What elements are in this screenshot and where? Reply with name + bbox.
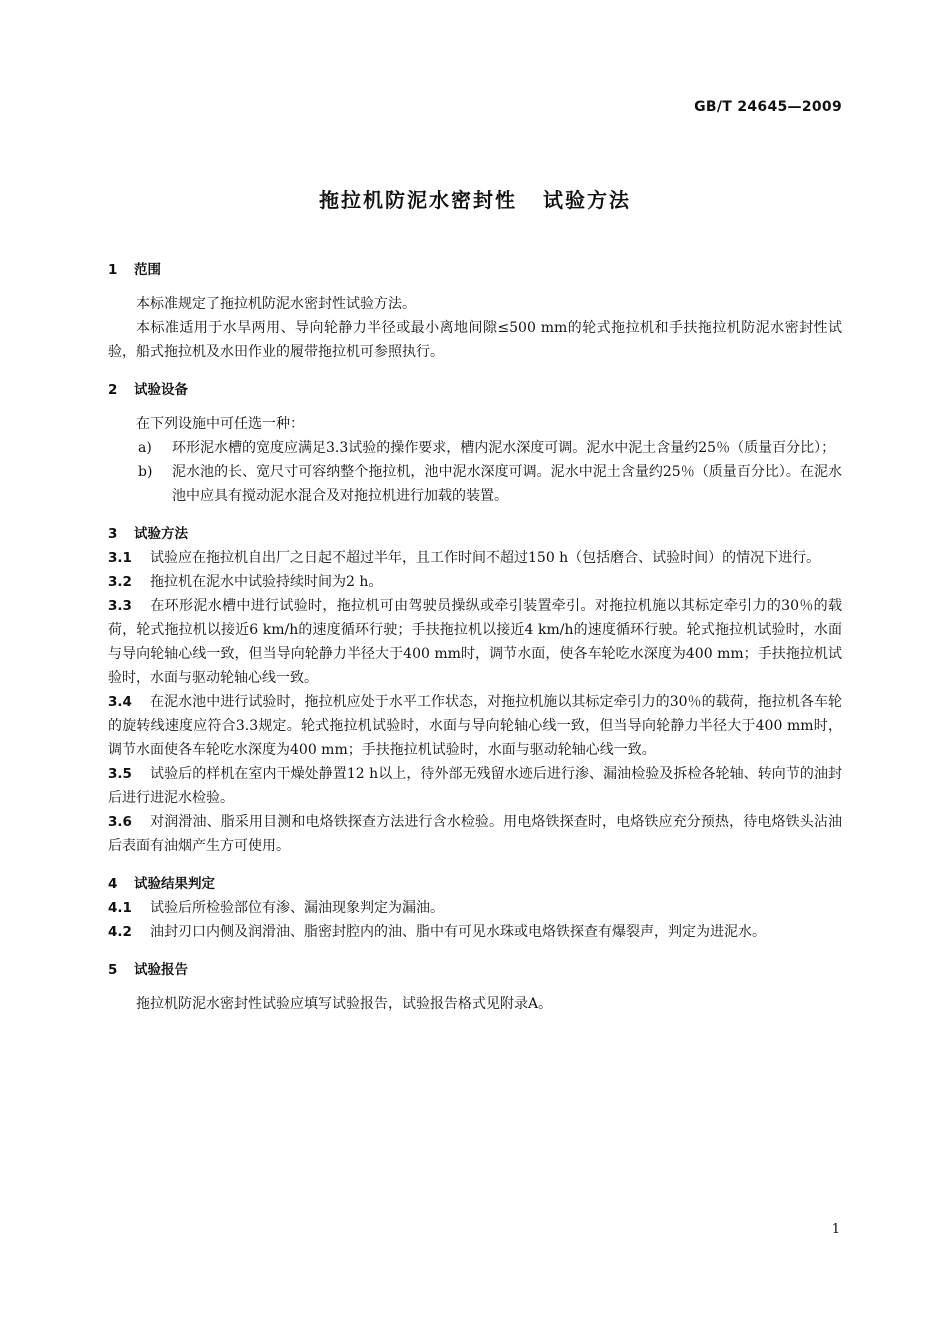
section-5-heading: 5 试验报告: [108, 962, 188, 978]
clause-4-1: 4.1 试验后所检验部位有渗、漏油现象判定为漏油。: [108, 900, 444, 916]
clause-3-2: 3.2 拖拉机在泥水中试验持续时间为2 h。: [108, 574, 383, 590]
list-item: a) 环形泥水槽的宽度应满足3.3试验的操作要求，槽内泥水深度可调。泥水中泥土含量约25％（质量百分比）；: [138, 440, 836, 456]
section-1-paragraph-1: 本标准规定了拖拉机防泥水密封性试验方法。: [136, 296, 416, 312]
title-part-2: 试验方法: [543, 188, 631, 212]
standard-code: GB/T 24645—2009: [694, 99, 842, 115]
clause-3-1: 3.1 试验应在拖拉机自出厂之日起不超过半年，且工作时间不超过150 h（包括磨合、试验时间）的情况下进行。: [108, 550, 821, 566]
section-5-paragraph-1: 拖拉机防泥水密封性试验应填写试验报告，试验报告格式见附录A。: [136, 996, 553, 1012]
clause-4-2: 4.2 油封刃口内侧及润滑油、脂密封腔内的油、脂中有可见水珠或电烙铁探查有爆裂声，判定为进泥水。: [108, 924, 766, 940]
section-1-paragraph-2: 本标准适用于水旱两用、导向轮静力半径或最小离地间隙≤500 mm的轮式拖拉机和手扶拖拉机防泥水密封性试验，船式拖拉机及水田作业的履带拖拉机可参照执行。: [108, 320, 842, 360]
page-number: 1: [831, 1222, 840, 1237]
clause-3-3: 3.3 在环形泥水槽中进行试验时，拖拉机可由驾驶员操纵或牵引装置牵引。对拖拉机施以其标定牵引力的30％的载荷，轮式拖拉机以接近6 km/h的速度循环行驶；手扶拖拉机以接近4 km/h的速度循环行驶。轮式拖拉机试验时，水面与导向轮轴心线一致，但当导向轮静力半径大于400 mm时，调节水面，使各车轮吃水深度为400 mm；手扶拖拉机试验时，水面与驱动轮轴心线一致。: [108, 598, 842, 686]
list-item: b) 泥水池的长、宽尺寸可容纳整个拖拉机，池中泥水深度可调。泥水中泥土含量约25％（质量百分比）。在泥水池中应具有搅动泥水混合及对拖拉机进行加载的装置。: [138, 464, 842, 504]
section-3-heading: 3 试验方法: [108, 526, 188, 542]
section-2-heading: 2 试验设备: [108, 382, 188, 398]
clause-3-4: 3.4 在泥水池中进行试验时，拖拉机应处于水平工作状态，对拖拉机施以其标定牵引力的30％的载荷，拖拉机各车轮的旋转线速度应符合3.3规定。轮式拖拉机试验时，水面与导向轮轴心线一致，但当导向轮静力半径大于400 mm时，调节水面使各车轮吃水深度为400 mm；手扶拖拉机试验时，水面与驱动轮轴心线一致。: [108, 694, 842, 758]
section-4-heading: 4 试验结果判定: [108, 876, 215, 892]
title-part-1: 拖拉机防泥水密封性: [319, 188, 517, 212]
clause-3-6: 3.6 对润滑油、脂采用目测和电烙铁探查方法进行含水检验。用电烙铁探查时，电烙铁应充分预热，待电烙铁头沾油后表面有油烟产生方可使用。: [108, 814, 842, 854]
document-body: [108, 258, 842, 1016]
clause-3-5: 3.5 试验后的样机在室内干燥处静置12 h以上，待外部无残留水迹后进行渗、漏油检验及拆检各轮轴、转向节的油封后进行进泥水检验。: [108, 766, 842, 806]
document-title: [0, 184, 950, 213]
section-2-paragraph-1: 在下列设施中可任选一种：: [136, 416, 304, 432]
section-1-heading: 1 范围: [108, 262, 161, 278]
